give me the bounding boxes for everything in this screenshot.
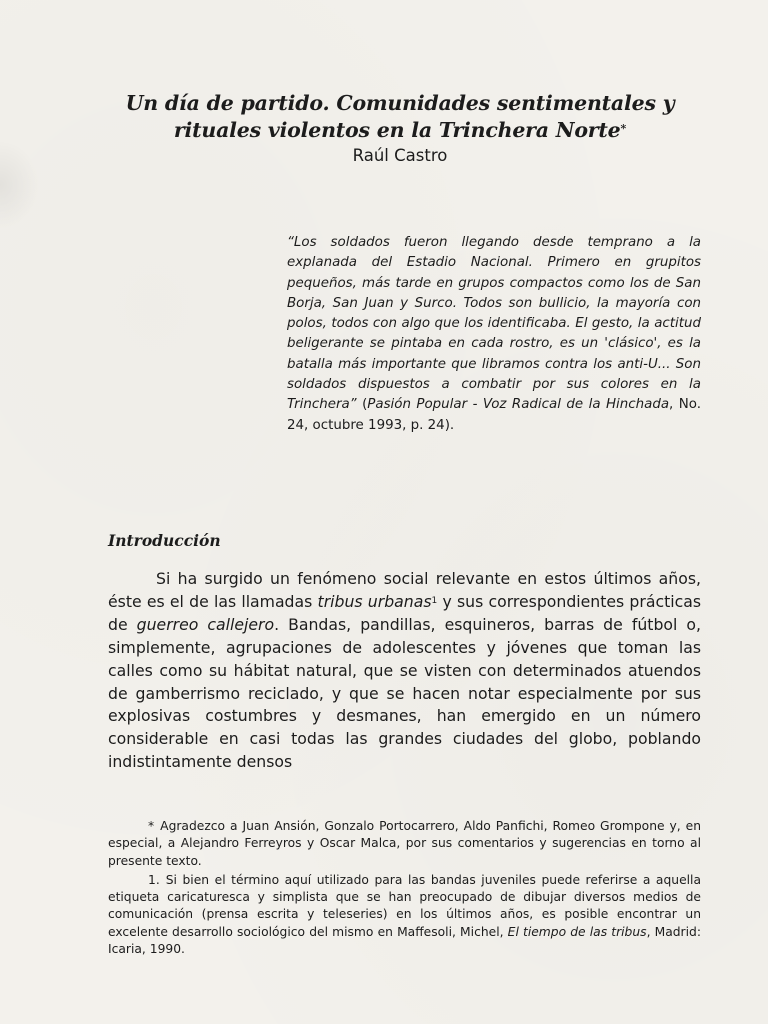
section-heading: Introducción — [108, 531, 221, 550]
citation-source: Pasión Popular - Voz Radical de la Hinchada — [367, 397, 670, 413]
footnote-star — [108, 818, 701, 870]
title-line-2: rituales violentos en la Trinchera Norte — [173, 118, 621, 142]
citation-open: ( — [362, 397, 368, 413]
title-footnote-marker: * — [620, 122, 627, 135]
author-name: Raúl Castro — [352, 146, 448, 165]
footnote-1-marker: 1. — [148, 872, 160, 887]
footnote-1-text-part-1: Si bien el término aquí utilizado para las bandas juveniles puede referirse a aquella etiqueta caricaturesca y simplista que se han preocupado de dibujar diversos medios de comunicación (prensa escrita y teleseries) en los últimos años, es posible encontrar un excelente desarrollo sociológico del mismo en Maffesoli, Michel, — [108, 872, 701, 939]
epigraph-quote — [287, 233, 701, 436]
title-line-1: Un día de partido. Comunidades sentimentales y — [125, 91, 675, 115]
term-tribus-urbanas: tribus urbanas — [317, 591, 432, 611]
paragraph-part-3: . Bandas, pandillas, esquineros, barras de fútbol o, simplemente, agrupaciones de adolescentes y jóvenes que toman las calles como su hábitat natural, que se visten con determinados atuendos de gamberrismo reciclado, y que se hacen notar especialmente por sus explosivas costumbres y desmanes, han emergido en un número considerable en casi todas las grandes ciudades del globo, poblando indistintamente densos — [108, 614, 701, 772]
paragraph-part-1: Si ha surgido un fenómeno social relevante en estos últimos años, éste es el de las llamadas — [108, 569, 701, 611]
citation-details: , No. 24, octubre 1993, p. 24). — [287, 397, 701, 433]
scan-smudge — [0, 140, 40, 230]
body-paragraph — [108, 568, 701, 774]
epigraph-text: “Los soldados fueron llegando desde temprano a la explanada del Estadio Nacional. Primero en grupitos pequeños, más tarde en grupos compactos como los de San Borja, San Juan y Surco. Todos son bullicio, la mayoría con polos, todos con algo que los identificaba. El gesto, la actitud beligerante se pintaba en cada rostro, es un 'clásico', es la batalla más importante que libramos contra los anti-U... Son soldados dispuestos a combatir por sus colores en la Trinchera” — [287, 235, 701, 413]
footnote-1-book-title: El tiempo de las tribus — [507, 924, 647, 939]
footnote-1-text-part-2: , Madrid: Icaria, 1990. — [108, 924, 701, 957]
footnote-1 — [108, 872, 701, 958]
article-title — [90, 90, 710, 144]
paragraph-part-2: y sus correspondientes prácticas de — [108, 591, 701, 634]
footnote-ref-1: 1 — [431, 595, 438, 606]
footnote-star-marker: * — [148, 819, 155, 833]
term-guerreo-callejero: guerreo callejero — [136, 614, 275, 634]
footnote-star-text: Agradezco a Juan Ansión, Gonzalo Portocarrero, Aldo Panfichi, Romeo Grompone y, en especial, a Alejandro Ferreyros y Oscar Malca, por sus comentarios y sugerencias en torno al presente texto. — [108, 819, 701, 868]
footnotes — [108, 818, 701, 960]
